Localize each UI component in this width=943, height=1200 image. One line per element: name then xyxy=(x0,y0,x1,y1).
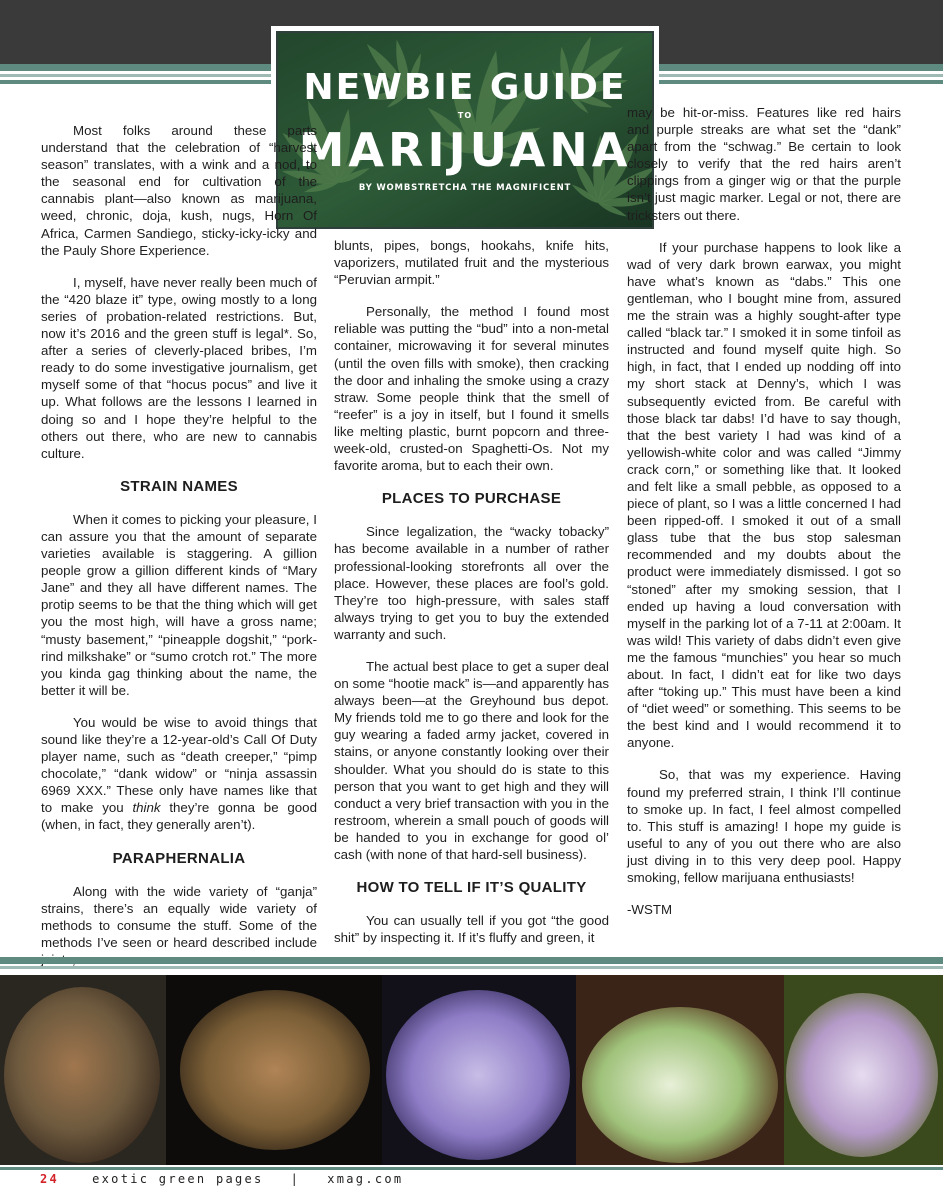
title-to: TO xyxy=(457,111,473,120)
paragraph-methods: Along with the wide variety of “ganja” strains, there’s an equally wide variety of methods to consume the stuff. Some of the methods I’ve seen or heard described include xyxy=(41,883,317,950)
title-line-2: MARIJUANA xyxy=(298,123,632,177)
paragraph-microwave: Personally, the method I found most reliable was putting the “bud” into a non-metal container, microwaving it for several minutes (until the oven fills with smoke), then cracking the door and inhaling the smoke using a crazy straw. Some people think that the smell of “reefer” is a joy in itself, but I found it smells like melting plastic, burnt popcorn and three-week-old, crusted-on Spaghetti-Os. Not my favorite aroma, but to each their own. xyxy=(334,304,609,474)
heading-places-to-purchase: PLACES TO PURCHASE xyxy=(381,490,562,508)
paragraph-bus-depot: The actual best place to get a super deal on some “hootie mack” is—and apparently has always been—at the Greyhound bus depot. My friends told me to go there and look for the guy wearing a faded army jacket, covered in stains, or anyone constantly looking over their shoulder. What you should do is state to this person that you want to get high and they will conduct a very brief transaction with you in the restroom, wherein a small pouch of goods will be handed to you in exchange for good ol’ cash (with none of that hard-sell business). xyxy=(334,658,609,862)
photo-bud-3 xyxy=(382,975,576,1165)
paragraph-methods-cont: blunts, pipes, bongs, hookahs, knife hits, vaporizers, mutilated fruit and the mysterious “Peruvian armpit.” xyxy=(334,238,609,288)
signature: -WSTM xyxy=(627,902,673,918)
paragraph-avoid-names: You would be wise to avoid things that sound like they’re a 12-year-old’s Call Of Duty player name, such as “death creeper,” “pimp chocolate,” “dank widow” or “ninja assassin 6969 XXX.” These only have names like that to make you think they’re gonna be good (when, in fact, they generally aren’t). xyxy=(41,714,317,833)
bottom-stripe xyxy=(0,957,943,964)
footer-separator: | xyxy=(290,1172,301,1186)
website: xmag.com xyxy=(327,1172,404,1186)
photo-bud-4 xyxy=(576,975,784,1165)
heading-paraphernalia: PARAPHERNALIA xyxy=(112,849,246,867)
photo-bud-1 xyxy=(0,975,166,1165)
heading-strain-names: STRAIN NAMES xyxy=(120,477,238,495)
title-banner-frame xyxy=(276,31,654,229)
title-banner xyxy=(271,26,659,234)
article-column-1 xyxy=(41,122,317,968)
byline: BY WOMBSTRETCHA THE MAGNIFICENT xyxy=(358,183,572,193)
photo-bud-2 xyxy=(166,975,382,1165)
footer-stripe xyxy=(0,1167,943,1170)
title-line-1: NEWBIE GUIDE xyxy=(303,67,627,108)
bottom-stripe-thin xyxy=(0,966,943,969)
paragraph-features: may be hit-or-miss. Features like red hairs and purple streaks are what set the “dank” apart from the “schwag.” Be certain to look closely to verify that the red hairs aren’t clippings from a ginger wig or that the purple isn’t just magic marker. Legal or not, there are tricksters out there. xyxy=(627,105,901,223)
paragraph-strains: When it comes to picking your pleasure, I can assure you that the amount of separate varieties available is staggering. A gillion people grow a gillion different kinds of “Mary Jane” and they all have different names. The protip seems to be that the thing which will get you the most high, will have a gross name; “musty basement,” “pineapple dogshit,” “pork-rind milkshake” or “sumo crotch rot.” The more you kinda gag thinking about the name, the better it will be. xyxy=(41,511,317,698)
paragraph-conclusion: So, that was my experience. Having found my preferred strain, I think I’ll continue to smoke up. In fact, I feel almost compelled to. This stuff is amazing! I hope my guide is useful to any of you out there who are also just diving in to this very deep pool. Happy smoking, fellow marijuana enthusiasts! xyxy=(627,767,901,886)
paragraph-blaze: I, myself, have never really been much of the “420 blaze it” type, owing mostly to a long series of probation-related restrictions. But, now it’s 2016 and the green stuff is legal*. So, after a series of cleverly-placed bribes, I’m ready to do some investigative journalism, get myself some of that “hocus pocus” and live it up. What follows are the lessons I learned in doing so and I hope they’re helpful to the others out there, who are new to cannabis culture. xyxy=(41,274,317,461)
paragraph-storefronts: Since legalization, the “wacky tobacky” has become available in a number of rather professional-looking storefronts all over the place. However, these places are fool’s gold. They’re too high-pressure, with sales staff always trying to get you to buy the extended warranty and such. xyxy=(334,524,609,642)
page-number: 24 xyxy=(40,1172,60,1186)
paragraph-inspect: You can usually tell if you got “the good shit” by inspecting it. If it’s fluffy and green, it xyxy=(334,913,609,946)
paragraph-intro: Most folks around these parts understand that the celebration of “harvest season” translates, with a wink and a nod, to the seasonal end for cultivation of the cannabis plant—also known as marijuana, weed, chronic, doja, kush, nugs, Horn Of Africa, Carmen Sandiego, sticky-icky-icky and the Pauly Shore Experience. xyxy=(41,123,317,258)
photo-bud-5 xyxy=(784,975,943,1165)
paragraph-dabs: If your purchase happens to look like a wad of very dark brown earwax, you might have what’s known as “dabs.” This one gentleman, who I bought mine from, assured me the strain was a highly sought-after type called “black tar.” I smoked it in some tinfoil as instructed and found myself quite high. So high, in fact, that I ended up nodding off into my short stack at Denny’s, which I was subsequently evicted from. Be careful with those black tar dabs! I’d have to say though, that the best variety I had was kind of a yellowish-white color and was called “Jimmy crack corn,” or something like that. It looked and felt like a small pebble, as opposed to a piece of plant, so I was a little concerned I had been ripped-off. I smoked it out of a small glass tube that the bus stop salesman recommended and my doubts about the product were immediately dismissed. I got so “stoned” after my smoking session, that I ended up having a loud conversation with myself in the parking lot of a 7-11 at 2:00am. It was wild! This variety of dabs didn’t even give me the famous “munchies” you hear so much about. In fact, I didn’t eat for like two days after “toking up.” This must have been a kind of “diet weed” or something. This seems to be the best kind and I would recommend it to anyone. xyxy=(627,239,901,751)
article-column-2 xyxy=(334,237,609,946)
photo-strip xyxy=(0,975,943,1165)
publication-name: exotic green pages xyxy=(92,1172,264,1186)
page-footer xyxy=(40,1172,403,1186)
heading-quality: HOW TO TELL IF IT’S QUALITY xyxy=(356,879,587,897)
article-column-3 xyxy=(627,104,901,918)
